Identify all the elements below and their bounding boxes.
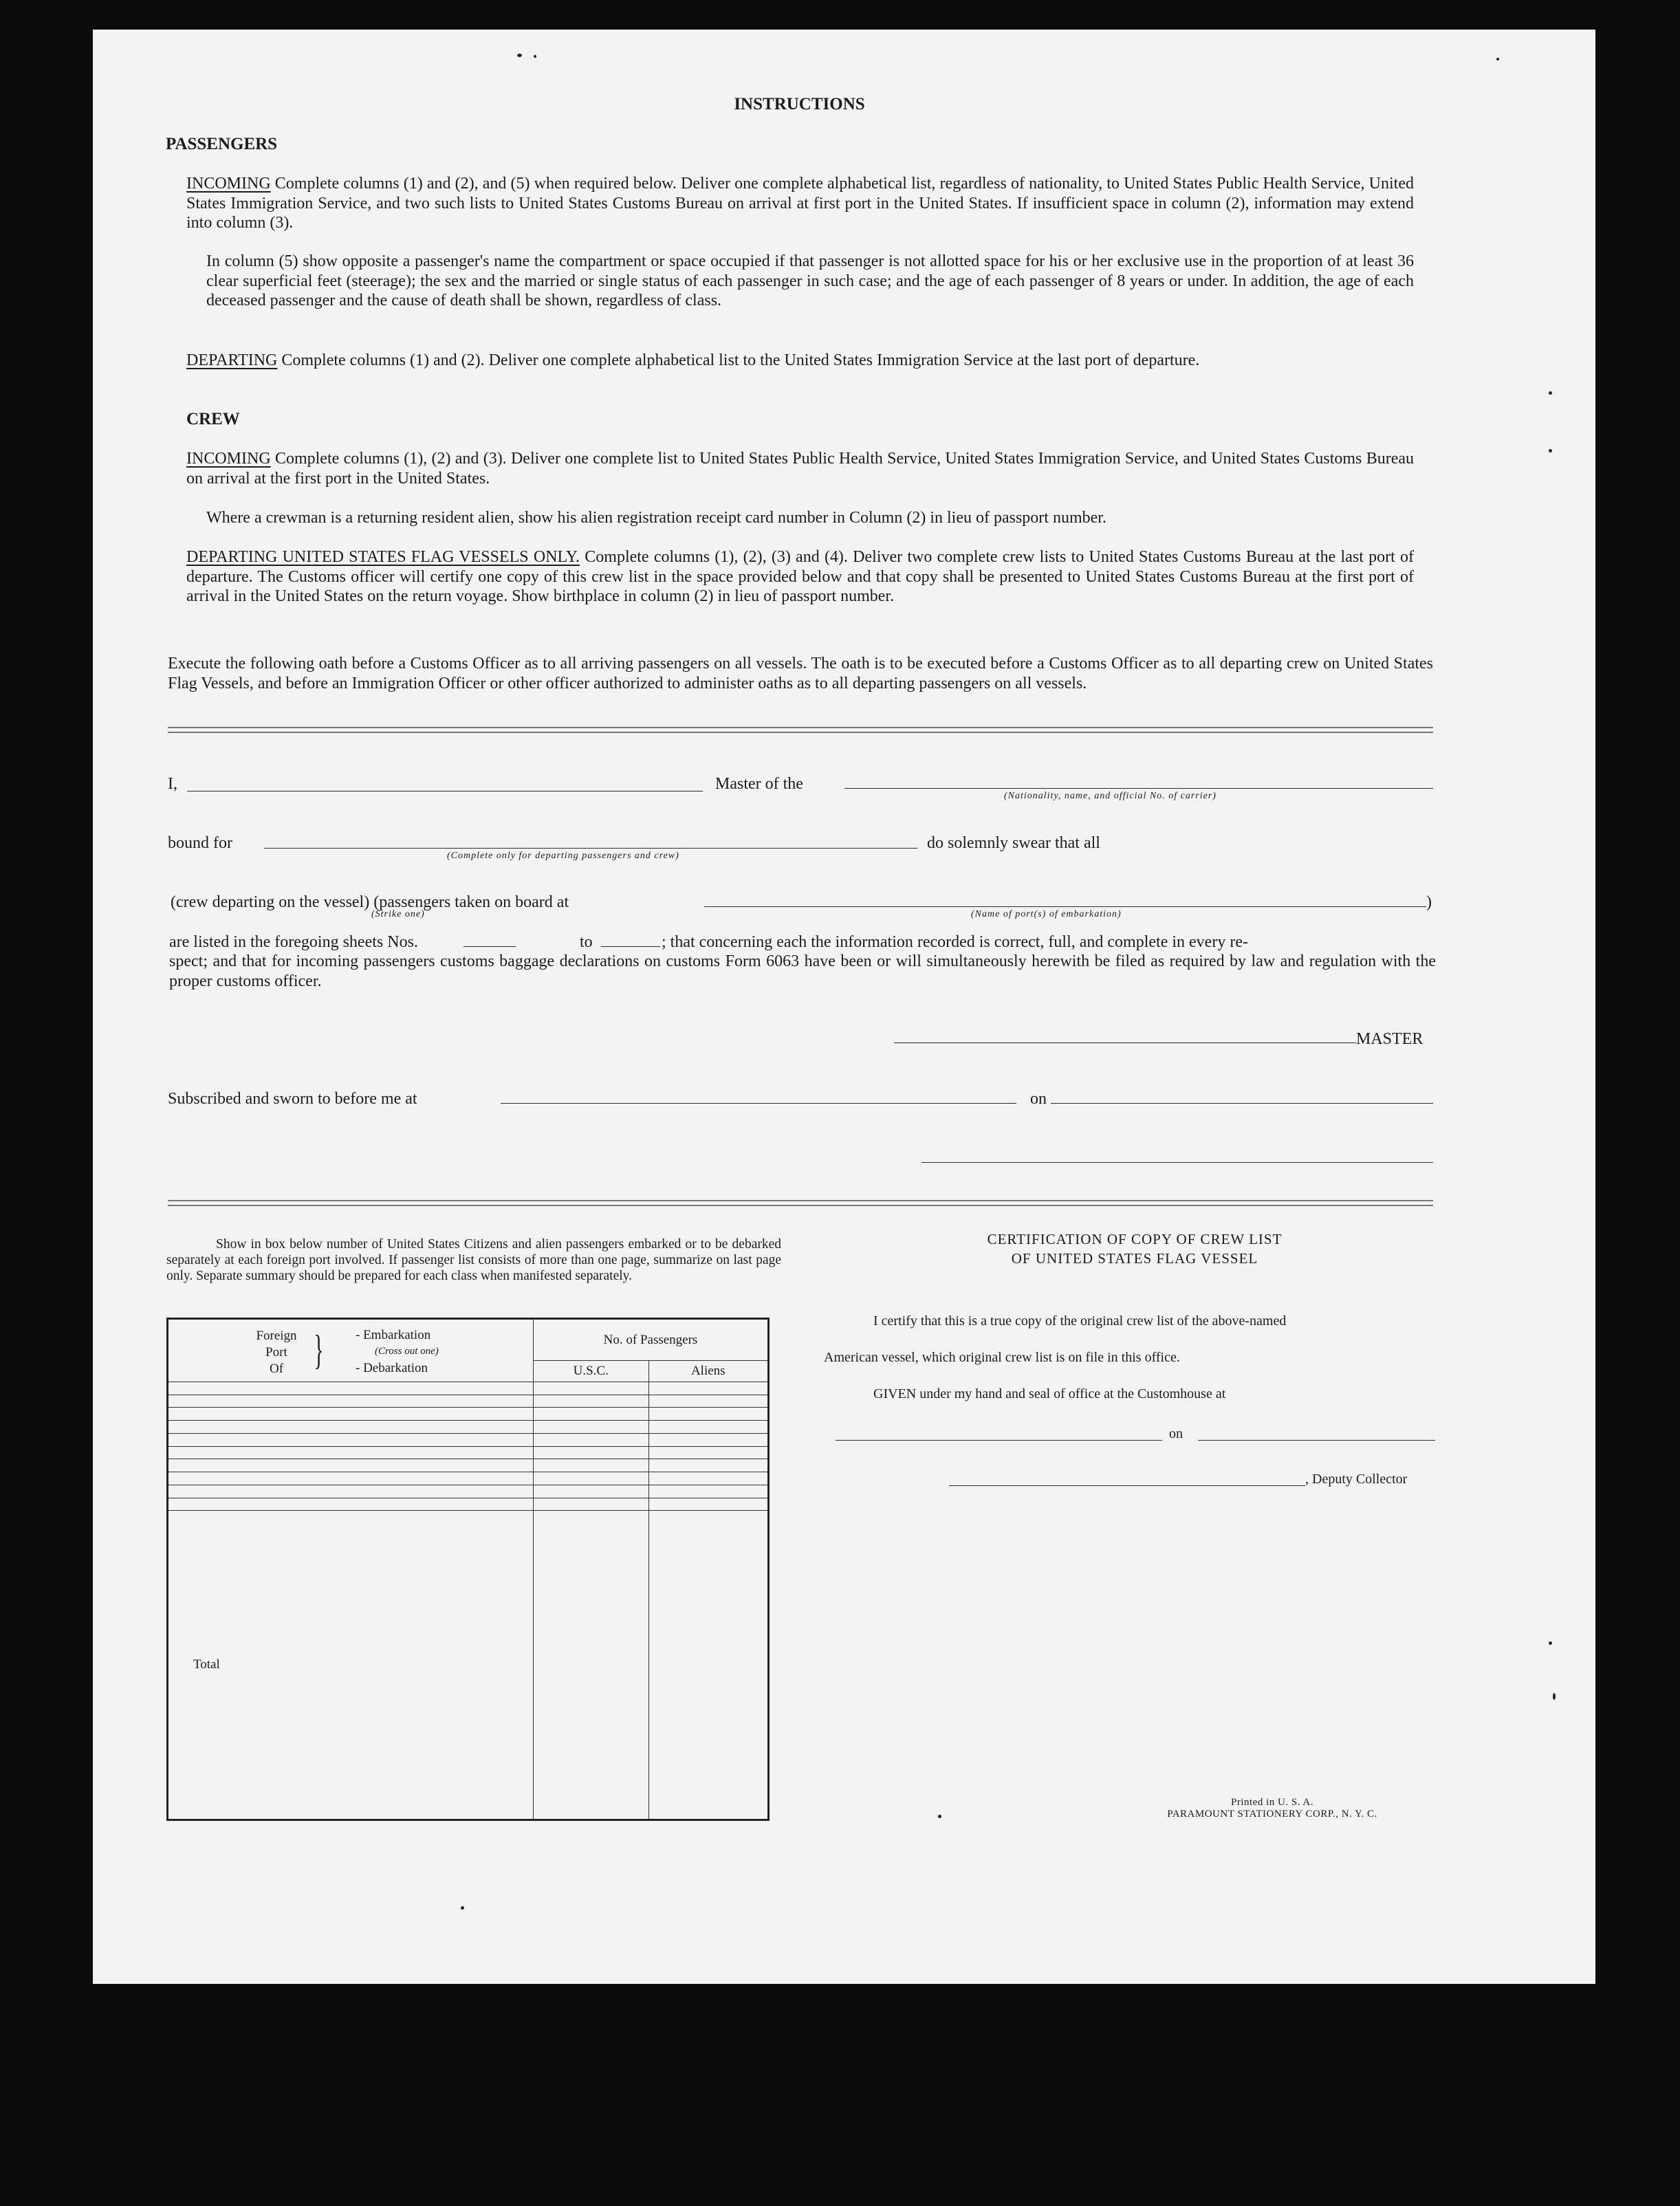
listed-to-label: to	[580, 933, 593, 951]
foreign-port-of-label: Foreign Port Of	[256, 1329, 297, 1376]
total-row[interactable]	[168, 1511, 769, 1820]
customhouse-field[interactable]	[836, 1440, 1162, 1441]
sheet-to-field[interactable]	[601, 946, 660, 947]
crew-resident-paragraph: Where a crewman is a returning resident alien, show his alien registration receipt card number in Column (2) in lieu of passport number.	[206, 509, 1106, 527]
aliens-header: Aliens	[648, 1361, 768, 1382]
passengers-column5-paragraph: In column (5) show opposite a passenger's name the compartment or space occupied if that passenger is not allotted space for his or her exclusive use in the proportion of at least 36 clear superficial feet (steerage); the sex and the married or single status of each passenger in such case; and the age of each passenger of 8 years or under. In addition, the age of each deceased passenger and the cause of death shall be shown, regardless of class.	[206, 252, 1414, 309]
crew-incoming-paragraph: INCOMING Complete columns (1), (2) and (3). Deliver one complete list to United States Public Health Service, United States Immigration Service, and United States Customs Bureau on arrival at the first port in the United States.	[186, 450, 1414, 488]
table-row[interactable]	[168, 1421, 769, 1434]
scan-speck	[534, 55, 536, 58]
passengers-incoming-paragraph: INCOMING Complete columns (1) and (2), and (5) when required below. Deliver one complete alphabetical list, regardless of nationality, to United States Public Health Service, United States Immigration Service, and two such lists to United States Customs Bureau on arrival at first port in the United States. If insufficient space in column (2), information may extend into column (3).	[186, 175, 1414, 232]
certification-line-1: I certify that this is a true copy of the original crew list of the above-named	[873, 1313, 1287, 1329]
passengers-departing-paragraph: DEPARTING Complete columns (1) and (2). Deliver one complete alphabetical list to the United States Immigration Service at the last port of departure.	[186, 351, 1200, 369]
table-row[interactable]	[168, 1395, 769, 1408]
table-row[interactable]	[168, 1498, 769, 1511]
total-label: Total	[168, 1511, 534, 1820]
ports-hint: (Name of port(s) of embarkation)	[971, 909, 1122, 919]
crew-departing-paragraph: DEPARTING UNITED STATES FLAG VESSELS ONLY. Complete columns (1), (2), (3) and (4). Deliver two complete crew lists to United States Customs Bureau at the last port of departure. The Customs officer will certify one copy of this crew list in the space provided below and that copy shall be presented to United States Customs Bureau at the first port of arrival in the United States on the return voyage. Show birthplace in column (2) in lieu of passport number.	[186, 548, 1414, 605]
subscribed-label: Subscribed and sworn to before me at	[168, 1090, 417, 1108]
crew-heading: CREW	[186, 410, 240, 428]
certification-on-label: on	[1169, 1426, 1183, 1441]
sheet-from-field[interactable]	[463, 946, 516, 947]
usc-header: U.S.C.	[534, 1361, 649, 1382]
cross-out-hint: (Cross out one)	[375, 1346, 439, 1357]
passengers-heading: PASSENGERS	[166, 135, 278, 153]
deputy-signature-field[interactable]	[949, 1485, 1305, 1486]
bound-for-field[interactable]	[264, 848, 917, 849]
printer-imprint: Printed in U. S. A. PARAMOUNT STATIONERY CORP., N. Y. C.	[1167, 1797, 1377, 1820]
listed-cont-text: ; that concerning each the information recorded is correct, full, and complete in every re-	[662, 933, 1248, 951]
crew-departing-label: DEPARTING UNITED STATES FLAG VESSELS ONLY.	[186, 548, 580, 566]
table-row[interactable]	[168, 1459, 769, 1472]
scan-speck	[517, 54, 522, 57]
brace-icon: }	[314, 1327, 324, 1373]
sworn-date-field[interactable]	[1051, 1103, 1433, 1104]
listed-sheets-label: are listed in the foregoing sheets Nos.	[169, 933, 418, 951]
oath-i-label: I,	[168, 775, 177, 793]
officer-signature-field[interactable]	[921, 1162, 1433, 1163]
table-row[interactable]	[168, 1433, 769, 1446]
carrier-hint: (Nationality, name, and official No. of carrier)	[1004, 791, 1217, 801]
no-of-passengers-header: No. of Passengers	[534, 1319, 769, 1361]
certification-line-2: American vessel, which original crew list is on file in this office.	[824, 1350, 1180, 1365]
strike-one-hint: (Strike one)	[371, 909, 425, 919]
oath-instruction: Execute the following oath before a Customs Officer as to all arriving passengers on all vessels. The oath is to be executed before a Customs Officer as to all departing crew on United States Flag Vessels, and before an Immigration Officer or other officer authorized to administer oaths as to all departing passengers on all vessels.	[168, 655, 1433, 692]
foreign-port-header	[168, 1319, 534, 1382]
master-signature-field[interactable]	[894, 1042, 1356, 1043]
close-paren: )	[1426, 893, 1432, 911]
passenger-summary-table	[166, 1318, 770, 1821]
strike-one-text: (crew departing on the vessel) (passengers taken on board at	[171, 893, 569, 911]
certification-line-3: GIVEN under my hand and seal of office at the Customhouse at	[873, 1386, 1226, 1401]
listed-rest-text: spect; and that for incoming passengers customs baggage declarations on customs Form 6063 have been or will simultaneously herewith be filed as required by law and regulation with the proper customs officer.	[169, 952, 1436, 990]
embarkation-ports-field[interactable]	[704, 906, 1426, 907]
certification-date-field[interactable]	[1198, 1440, 1435, 1441]
table-row[interactable]	[168, 1408, 769, 1421]
certification-title: CERTIFICATION OF COPY OF CREW LIST OF UNITED STATES FLAG VESSEL	[987, 1231, 1283, 1267]
scan-speck	[1549, 1641, 1552, 1645]
scan-speck	[461, 1906, 464, 1910]
passengers-departing-label: DEPARTING	[186, 351, 278, 369]
total-usc-cell[interactable]	[534, 1511, 649, 1820]
bound-for-label: bound for	[168, 834, 232, 852]
summary-note: Show in box below number of United States Citizens and alien passengers embarked or to be debarked separately at each foreign port involved. If passenger list consists of more than one page, summarize on last page only. Separate summary should be prepared for each class when manifested separately.	[166, 1237, 781, 1283]
debarkation-label[interactable]: - Debarkation	[356, 1361, 428, 1375]
swear-text: do solemnly swear that all	[927, 834, 1100, 852]
divider	[168, 1200, 1433, 1206]
scan-speck	[1549, 449, 1552, 452]
bound-for-hint: (Complete only for departing passengers and crew)	[447, 851, 679, 861]
table-row[interactable]	[168, 1472, 769, 1485]
scan-speck	[1553, 1693, 1556, 1700]
embarkation-label[interactable]: - Embarkation	[356, 1328, 431, 1342]
scan-speck	[938, 1815, 941, 1818]
deputy-collector-label: , Deputy Collector	[1305, 1472, 1408, 1487]
total-aliens-cell[interactable]	[648, 1511, 768, 1820]
passengers-incoming-label: INCOMING	[186, 175, 271, 193]
sworn-on-label: on	[1030, 1090, 1047, 1108]
crew-incoming-label: INCOMING	[186, 450, 271, 468]
carrier-field[interactable]	[844, 788, 1433, 789]
table-row[interactable]	[168, 1446, 769, 1459]
sworn-at-field[interactable]	[501, 1103, 1016, 1104]
table-row[interactable]	[168, 1382, 769, 1395]
scan-speck	[1549, 391, 1552, 395]
table-row[interactable]	[168, 1485, 769, 1498]
instructions-title: INSTRUCTIONS	[734, 95, 865, 113]
scan-speck	[1496, 58, 1499, 61]
master-of-the-label: Master of the	[715, 775, 803, 793]
divider	[168, 727, 1433, 733]
master-label: MASTER	[1356, 1030, 1423, 1048]
